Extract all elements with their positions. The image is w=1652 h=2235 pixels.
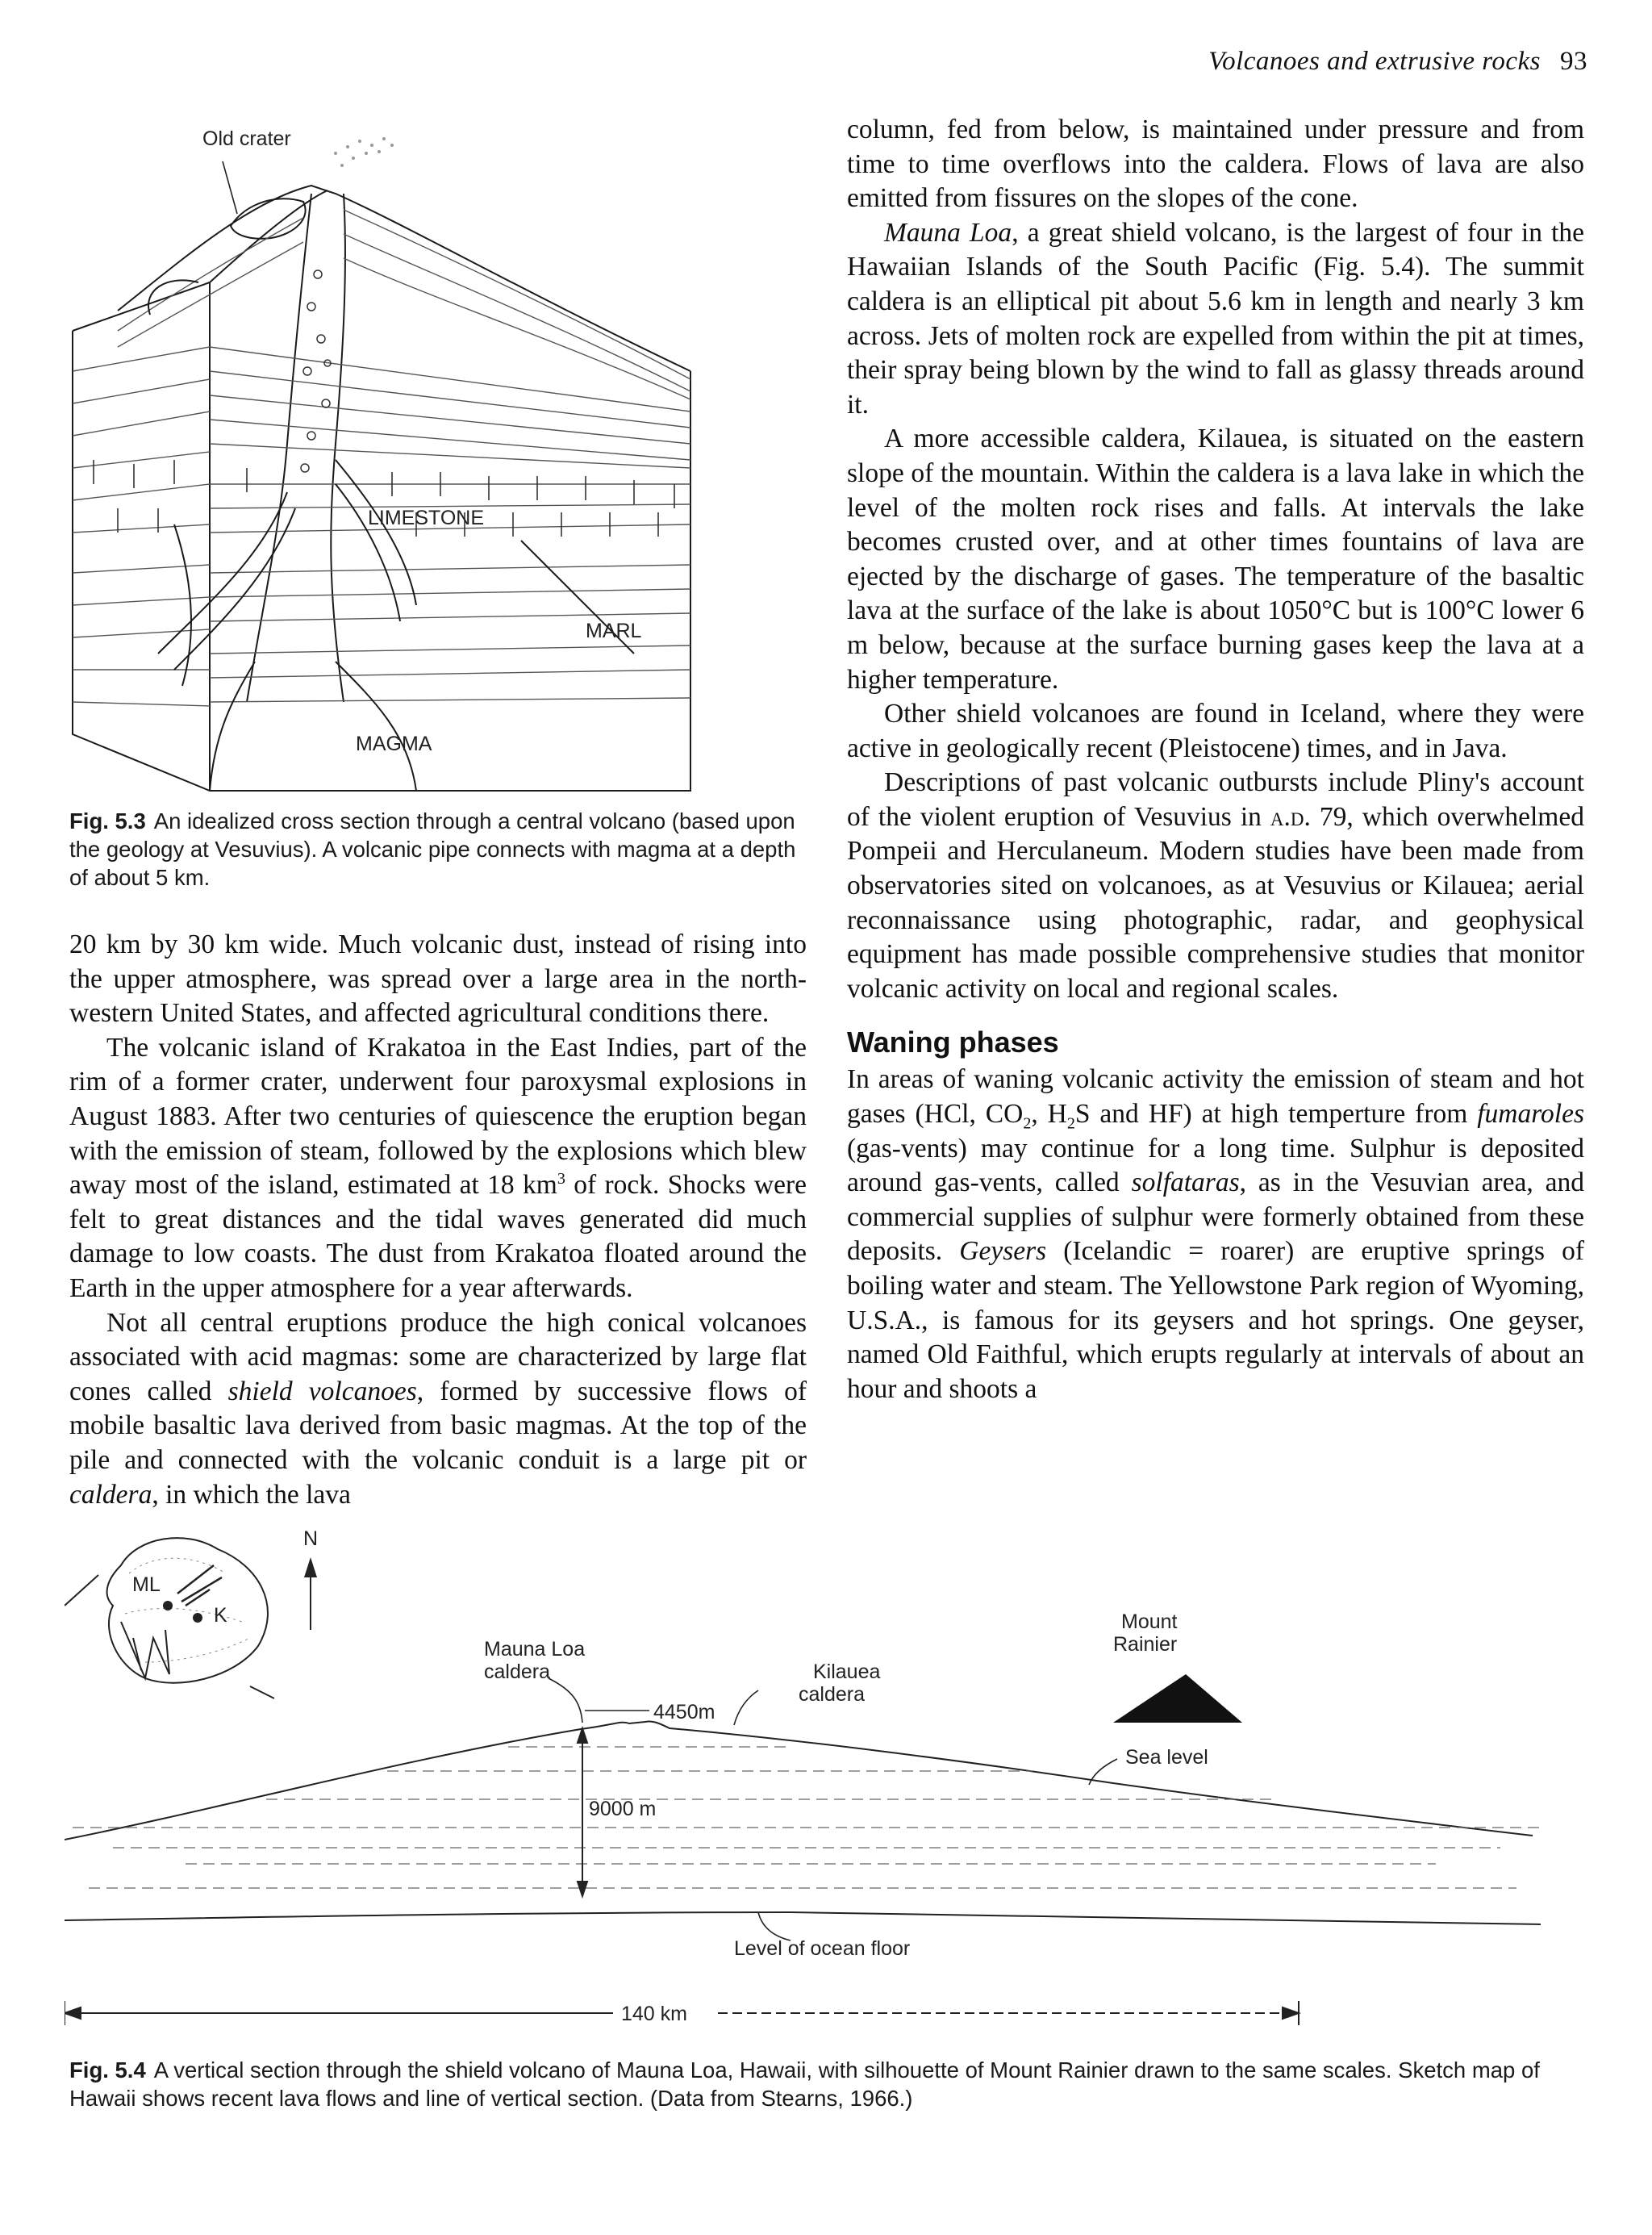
label-ml: ML	[132, 1573, 161, 1596]
right-column	[847, 113, 1584, 1406]
left-paragraph-3: Not all central eruptions produce the high conical volcanoes associated with acid magmas: some are characterized by large flat cones called shield volcanoes, formed by successive flows of mobile basaltic lava derived from basic magmas. At the top of the pile and connected with the volcanic conduit is a large pit or caldera, in which the lava	[69, 1307, 807, 1510]
left-paragraph-2: The volcanic island of Krakatoa in the East Indies, part of the rim of a former crater, underwent four paroxysmal explosions in August 1883. After two centuries of quiescence the eruption began with the emission of steam, followed by the explosions which blew away most of the island, estimated at 18 $km^3$ of rock. Shocks were felt to great distances and the tidal waves generated did much damage to low coasts. The dust from Krakatoa floated around the Earth in the upper atmosphere for a year afterwards.	[69, 1032, 807, 1303]
label-height-4450m: 4450m	[653, 1701, 715, 1723]
page-number: 93	[1560, 47, 1587, 76]
figure-5-4-number: Fig. 5.4	[69, 2057, 146, 2083]
left-column	[69, 928, 807, 1512]
label-marl: MARL	[586, 620, 642, 642]
label-mount: Mount	[1121, 1610, 1178, 1633]
figure-5-3-number: Fig. 5.3	[69, 808, 146, 833]
label-depth-9000m: 9000 m	[589, 1798, 657, 1820]
label-magma: MAGMA	[356, 733, 432, 755]
label-mauna-loa-caldera: caldera	[484, 1661, 550, 1683]
right-paragraph-6: In areas of waning volcanic activity the emission of steam and hot gases (HCl, $CO_2$, $H_2S$ and HF) at high temperture from fumaroles (gas-vents) may continue for a long time. Sulphur is deposited around gas-vents, called solfataras, as in the Vesuvian area, and commercial supplies of sulphur were formerly obtained from these deposits. Geysers (Icelandic = roarer) are eruptive springs of boiling water and steam. The Yellowstone Park region of Wyoming, U.S.A., is famous for its geysers and hot springs. One geyser, named Old Faithful, which erupts regularly at intervals of about an hour and shoots a	[847, 1064, 1584, 1404]
label-kilauea-caldera: caldera	[799, 1683, 865, 1706]
figure-5-4-caption	[69, 2056, 1586, 2112]
label-width-140km: 140 km	[621, 2003, 687, 2025]
figure-5-4-caption-text: A vertical section through the shield volcano of Mauna Loa, Hawaii, with silhouette of Mount Rainier drawn to the same scales. Sketch map of Hawaii shows recent lava flows and line of vertical section. (Data from Stearns, 1966.)	[69, 2057, 1540, 2111]
label-k: K	[214, 1604, 227, 1627]
right-paragraph-2: Mauna Loa, a great shield volcano, is the largest of four in the Hawaiian Islands of the South Pacific (Fig. 5.4). The summit caldera is an elliptical pit about 5.6 km in length and nearly 3 km across. Jets of molten rock are expelled from within the pit at times, their spray being blown by the wind to fall as glassy threads around it.	[847, 217, 1585, 420]
figure-5-3-caption-text: An idealized cross section through a central volcano (based upon the geology at Vesuvius). A volcanic pipe connects with magma at a depth of about 5 km.	[69, 808, 796, 890]
label-kilauea: Kilauea	[813, 1661, 881, 1683]
right-paragraph-4: Other shield volcanoes are found in Iceland, where they were active in geologically recent (Pleistocene) times, and in Java.	[847, 699, 1584, 763]
label-north: N	[303, 1527, 319, 1550]
hawaii-sketch-map	[65, 1538, 274, 1698]
label-sea-level: Sea level	[1125, 1746, 1208, 1769]
north-arrow	[303, 1527, 318, 1630]
label-limestone: LIMESTONE	[368, 507, 485, 529]
label-old-crater: Old crater	[202, 127, 291, 150]
right-paragraph-1: column, fed from below, is maintained under pressure and from time to time overflows into the caldera. Flows of lava are also emitted from fissures on the slopes of the cone.	[847, 115, 1584, 214]
label-ocean-floor: Level of ocean floor	[734, 1937, 911, 1960]
label-mauna-loa: Mauna Loa	[484, 1638, 586, 1661]
running-head	[1208, 47, 1587, 77]
label-rainier: Rainier	[1113, 1633, 1178, 1656]
right-paragraph-3: A more accessible caldera, Kilauea, is situated on the eastern slope of the mountain. Within the caldera is a lava lake in which the level of the molten rock rises and falls. At intervals the lake becomes crusted over, and at other times fountains of lava are ejected by the discharge of gases. The temperature of the basaltic lava at the surface of the lake is about 1050°C but is 100°C lower 6 m below, because at the surface burning gases keep the lava at a higher temperature.	[847, 424, 1584, 695]
section-heading-waning-phases: Waning phases	[847, 1026, 1059, 1059]
left-paragraph-1: 20 km by 30 km wide. Much volcanic dust, instead of rising into the upper atmosphere, was spread over a large area in the north-western United States, and affected agricultural conditions there.	[69, 930, 807, 1029]
mount-rainier-silhouette	[1113, 1674, 1242, 1723]
figure-5-4-mauna-loa-section	[65, 1517, 1589, 2041]
right-paragraph-5: Descriptions of past volcanic outbursts include Pliny's account of the violent eruption of Vesuvius in a.d. 79, which overwhelmed Pompeii and Herculaneum. Modern studies have been made from observatories sited on volcanoes, as at Vesuvius or Kilauea; aerial reconnaissance using photographic, radar, and geophysical equipment has made possible comprehensive studies that monitor volcanic activity on local and regional scales.	[847, 767, 1584, 1004]
figure-5-3-caption	[69, 807, 807, 892]
running-head-title: Volcanoes and extrusive rocks	[1208, 47, 1541, 76]
figure-5-3-volcano-cross-section	[69, 105, 807, 799]
